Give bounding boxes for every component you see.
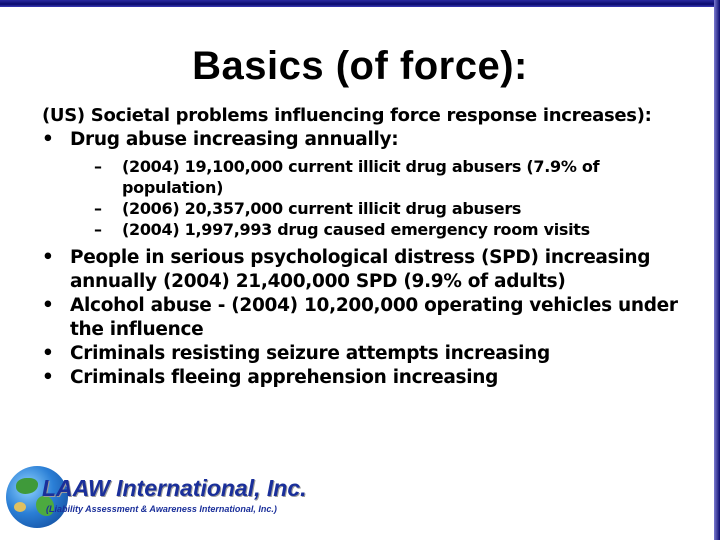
bullet-item — [42, 246, 692, 294]
bullet-item — [42, 342, 692, 366]
bullet-text: Criminals fleeing apprehension increasing — [70, 367, 499, 388]
sub-bullet-list — [42, 156, 692, 240]
bullet-marker: • — [42, 129, 54, 150]
bullet-text: People in serious psychological distress (SPD) increasing annually (2004) 21,400,000 SPD (9.9% of adults) — [70, 247, 651, 292]
logo-tagline: (Liability Assessment & Awareness International, Inc.) — [46, 504, 277, 514]
bullet-marker: • — [42, 343, 54, 364]
company-logo — [6, 462, 306, 534]
top-border-bar — [0, 0, 720, 7]
slide-title: Basics (of force): — [192, 44, 528, 88]
sub-bullet-text: (2006) 20,357,000 current illicit drug abusers — [122, 199, 522, 218]
bullet-marker: • — [42, 367, 54, 388]
bullet-item — [42, 294, 692, 342]
logo-company-name: LAAW International, Inc. — [42, 475, 307, 501]
sub-bullet-item — [42, 156, 692, 198]
bullet-item — [42, 128, 692, 152]
dash-marker: – — [94, 157, 102, 176]
dash-marker: – — [94, 220, 102, 239]
bullet-text: Alcohol abuse - (2004) 10,200,000 operating vehicles under the influence — [70, 295, 678, 340]
bullet-marker: • — [42, 295, 54, 316]
bullet-marker: • — [42, 247, 54, 268]
sub-bullet-text: (2004) 1,997,993 drug caused emergency room visits — [122, 220, 590, 239]
bullet-text: Criminals resisting seizure attempts increasing — [70, 343, 550, 364]
slide-body — [42, 104, 692, 390]
intro-line: (US) Societal problems influencing force response increases): — [42, 105, 652, 126]
bullet-text: Drug abuse increasing annually: — [70, 129, 399, 150]
sub-bullet-item — [42, 219, 692, 240]
dash-marker: – — [94, 199, 102, 218]
bullet-item — [42, 366, 692, 390]
sub-bullet-text: (2004) 19,100,000 current illicit drug abusers (7.9% of population) — [122, 157, 600, 197]
sub-bullet-item — [42, 198, 692, 219]
